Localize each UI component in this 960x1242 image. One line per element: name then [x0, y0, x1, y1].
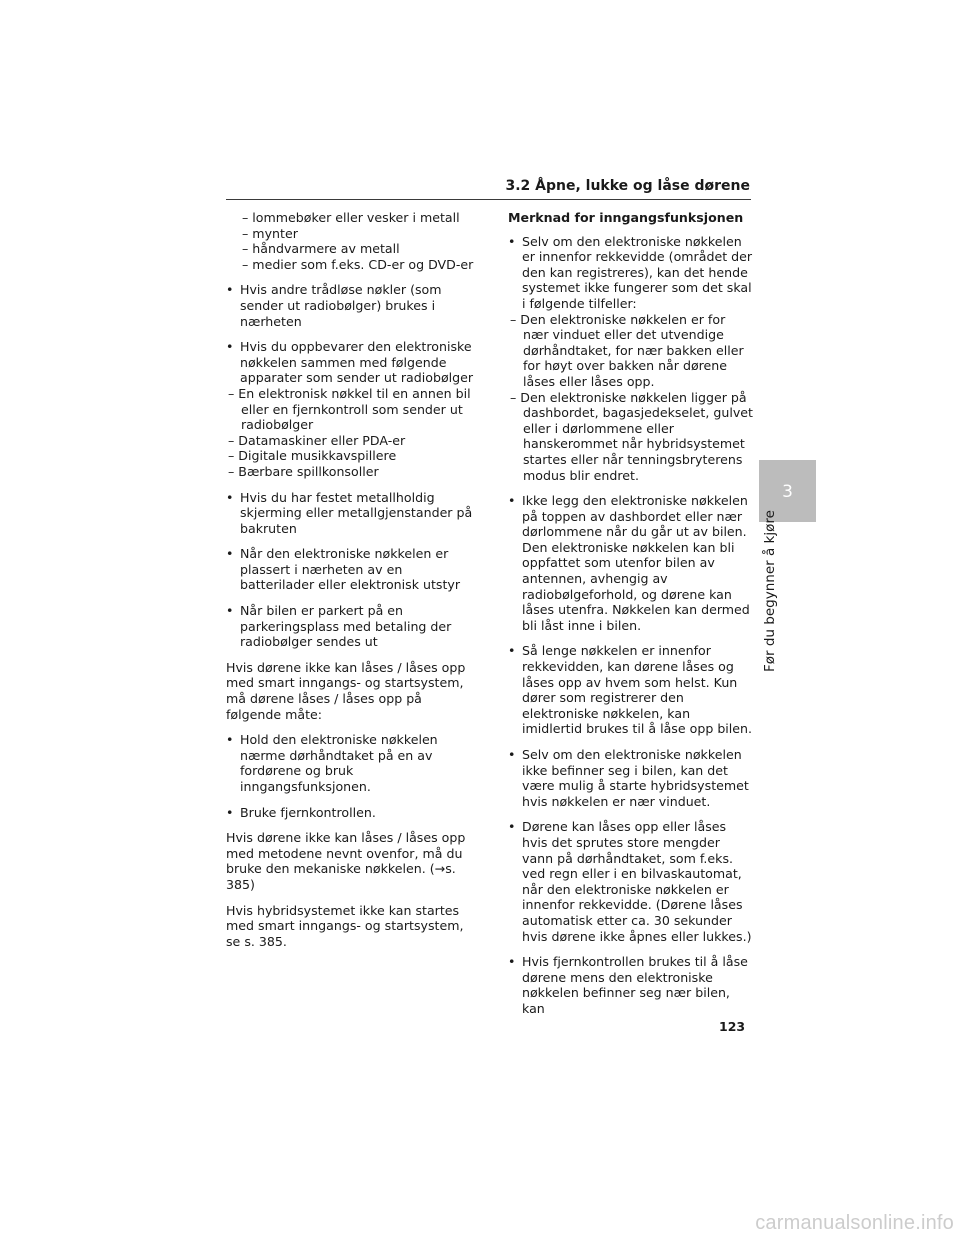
bullet-text: Når den elektroniske nøkkelen er plassert i nærheten av en batterilader eller elektronisk utstyr: [240, 546, 461, 593]
watermark: carmanualsonline.info: [755, 1212, 954, 1234]
bullet-icon: •: [508, 819, 516, 835]
bullet-text: Dørene kan låses opp eller låses hvis det sprutes store mengder vann på dørhåndtaket, som f.eks. ved regn eller i en bilvaskautomat, når den elektroniske nøkkelen er innenfor rekkevidde. (Dørene låses automatisk etter ca. 30 sekunder hvis dørene ikke åpnes eller lukkes.): [522, 819, 752, 944]
bullet-icon: •: [226, 489, 234, 505]
paragraph: Hvis dørene ikke kan låses / låses opp med smart inngangs- og startsystem, må dørene låses / låses opp på følgende måte:: [226, 659, 466, 722]
bullet-icon: •: [226, 546, 234, 562]
bullet-text: Hvis andre trådløse nøkler (som sender ut radiobølger) brukes i nærheten: [240, 282, 442, 329]
dash-item: – Den elektroniske nøkkelen er for nær vinduet eller det utvendige dørhåndtaket, for nær bakken eller for høyt over bakken når dørene låses eller låses opp.: [510, 311, 744, 389]
bullet-icon: •: [226, 282, 234, 298]
note-heading: Merknad for inngangsfunksjonen: [508, 210, 744, 225]
bullet-item: [508, 954, 754, 1016]
bullet-item: [508, 643, 754, 737]
bullet-item: [226, 339, 474, 479]
bullet-text: Så lenge nøkkelen er innenfor rekkevidden, kan dørene låses og låses opp av hvem som helst. Kun dører som registrerer den elektroniske nøkkelen, kan imidlertid brukes til å låse opp bilen.: [522, 643, 753, 737]
bullet-text: Hvis fjernkontrollen brukes til å låse dørene mens den elektroniske nøkkelen befinner seg nær bilen, kan: [522, 954, 748, 1016]
dash-list: [226, 386, 474, 480]
header-rule: [226, 199, 751, 200]
dash-item: – En elektronisk nøkkel til en annen bil eller en fjernkontroll som sender ut radiobølger: [228, 385, 471, 433]
bullet-icon: •: [508, 233, 516, 249]
dash-item: – lommebøker eller vesker i metall: [242, 210, 460, 225]
bullet-item: [226, 546, 474, 593]
dash-list: [508, 312, 754, 484]
bullet-icon: •: [226, 732, 234, 748]
bullet-icon: •: [226, 339, 234, 355]
bullet-text: Selv om den elektroniske nøkkelen er innenfor rekkevidde (området der den kan registreres), kan det hende systemet ikke fungerer som det skal i følgende tilfeller:: [522, 233, 753, 311]
bullet-text: Ikke legg den elektroniske nøkkelen på toppen av dashbordet eller nær dørlommene når du går ut av bilen. Den elektroniske nøkkelen kan bli oppfattet som utenfor bilen av antennen, avhengig av radiobølgeforhold, og dørene kan låses utenfra. Nøkkelen kan dermed bli låst inne i bilen.: [522, 493, 750, 633]
bullet-text: Hvis du har festet metallholdig skjerming eller metallgjenstander på bakruten: [240, 489, 473, 536]
left-column: [226, 210, 474, 959]
bullet-text: Hvis du oppbevarer den elektroniske nøkkelen sammen med følgende apparater som sender ut radiobølger: [240, 339, 474, 386]
dash-list: [226, 210, 474, 272]
paragraph: Hvis dørene ikke kan låses / låses opp med metodene nevnt ovenfor, må du bruke den mekaniske nøkkelen. (→s. 385): [226, 830, 466, 892]
bullet-text: Hold den elektroniske nøkkelen nærme dørhåndtaket på en av fordørene og bruk inngangsfunksjonen.: [240, 732, 438, 794]
dash-item: – medier som f.eks. CD-er og DVD-er: [242, 256, 474, 272]
dash-item: – Bærbare spillkonsoller: [228, 463, 379, 479]
bullet-item: [226, 732, 474, 794]
bullet-icon: •: [226, 804, 234, 820]
dash-item: – Digitale musikkavspillere: [228, 448, 397, 464]
section-title: 3.2 Åpne, lukke og låse dørene: [505, 178, 750, 194]
bullet-item: [508, 493, 754, 633]
chapter-label: [760, 510, 778, 672]
bullet-item: [226, 490, 474, 537]
dash-item: – håndvarmere av metall: [242, 241, 400, 257]
bullet-icon: •: [508, 643, 516, 659]
dash-item: – mynter: [242, 225, 298, 241]
dash-item: – Den elektroniske nøkkelen ligger på dashbordet, bagasjedekselet, gulvet eller i dørlommene eller hanskerommet når hybridsystemet startes eller når tenningsbryterens modus blir endret.: [510, 389, 753, 483]
bullet-text: Bruke fjernkontrollen.: [240, 804, 376, 820]
dash-item: – Datamaskiner eller PDA-er: [228, 432, 406, 448]
page-number: 123: [719, 1019, 746, 1034]
bullet-icon: •: [508, 747, 516, 762]
bullet-item: [508, 234, 754, 484]
bullet-text: Når bilen er parkert på en parkeringsplass med betaling der radiobølger sendes ut: [240, 603, 452, 650]
bullet-item: [508, 747, 754, 809]
chapter-label-text: Før du begynner å kjøre: [762, 510, 778, 672]
bullet-item: [226, 603, 474, 650]
bullet-text: Selv om den elektroniske nøkkelen ikke befinner seg i bilen, kan det være mulig å starte hybridsystemet hvis nøkkelen er nær vinduet.: [522, 747, 749, 809]
bullet-icon: •: [508, 954, 516, 970]
paragraph: Hvis hybridsystemet ikke kan startes med smart inngangs- og startsystem, se s. 385.: [226, 902, 464, 949]
bullet-icon: •: [508, 493, 516, 509]
bullet-item: [508, 819, 754, 944]
bullet-icon: •: [226, 603, 234, 619]
bullet-item: [226, 282, 474, 329]
chapter-number: 3: [782, 482, 793, 502]
bullet-item: [226, 805, 474, 821]
right-column: [508, 210, 754, 1027]
